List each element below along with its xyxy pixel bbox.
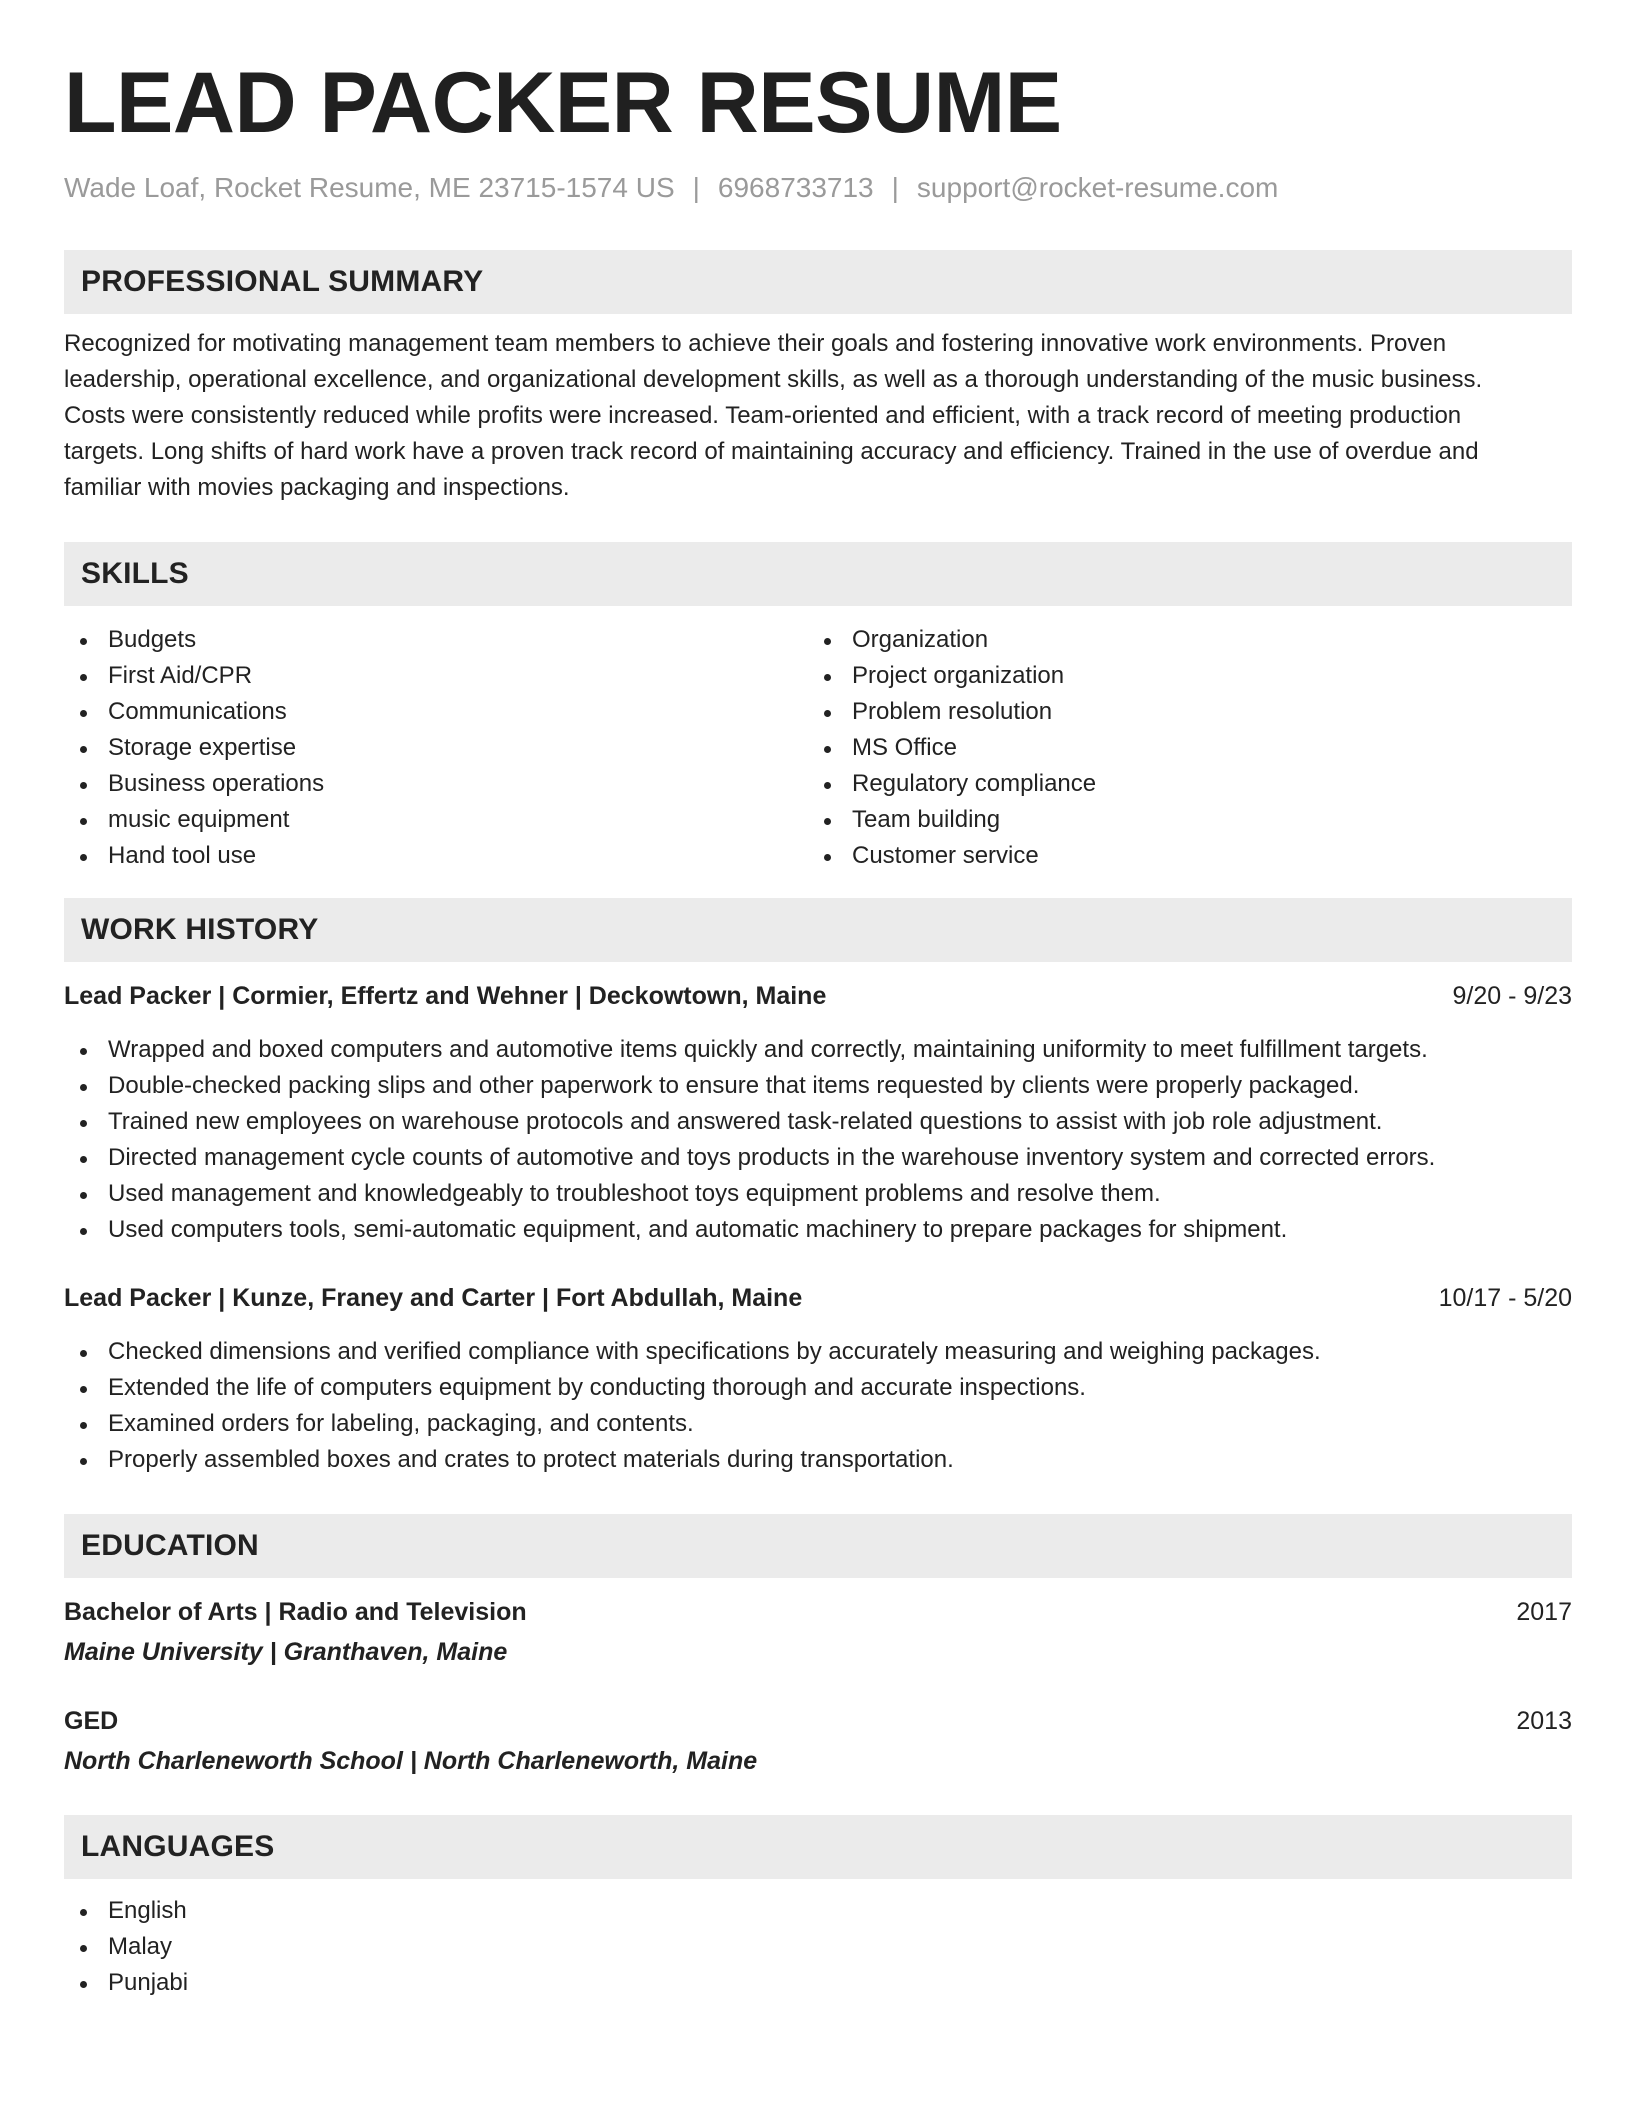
summary-line: Recognized for motivating management team members to achieve their goals and fostering innovative work environments. Proven (64, 330, 1447, 357)
section-heading-education: EDUCATION (64, 1514, 1572, 1578)
education-school: North Charleneworth School | North Charleneworth, Maine (64, 1747, 758, 1775)
job-bullets (64, 1334, 1572, 1478)
summary-text (64, 326, 1572, 506)
job-title: Lead Packer | Kunze, Franey and Carter | Fort Abdullah, Maine (64, 1284, 803, 1312)
education-degree: GED (64, 1707, 119, 1735)
contact-address: Wade Loaf, Rocket Resume, ME 23715-1574 US (64, 172, 675, 203)
summary-line: targets. Long shifts of hard work have a proven track record of maintaining accuracy and efficiency. Trained in the use of overdue and (64, 438, 1479, 465)
skills-list (64, 622, 1572, 874)
section-heading-work-history: WORK HISTORY (64, 898, 1572, 962)
skill-item: Project organization (808, 658, 1552, 694)
job-dates: 9/20 - 9/23 (1452, 982, 1572, 1010)
contact-phone: 6968733713 (717, 172, 874, 203)
language-item: English (64, 1893, 1572, 1929)
skill-item: Communications (64, 694, 808, 730)
education-header (64, 1594, 1572, 1630)
summary-line: leadership, operational excellence, and organizational development skills, as well as a thorough understanding of the music business. (64, 366, 1483, 393)
job-bullet: Properly assembled boxes and crates to protect materials during transportation. (64, 1442, 1572, 1478)
skill-item: Hand tool use (64, 838, 808, 874)
contact-separator: | (891, 172, 899, 203)
education-degree: Bachelor of Arts | Radio and Television (64, 1598, 527, 1626)
skill-item: Team building (808, 802, 1552, 838)
section-heading-skills: SKILLS (64, 542, 1572, 606)
skill-item: Business operations (64, 766, 808, 802)
summary-line: familiar with movies packaging and inspections. (64, 474, 570, 501)
skill-item: Storage expertise (64, 730, 808, 766)
skill-item: MS Office (808, 730, 1552, 766)
contact-email: support@rocket-resume.com (916, 172, 1279, 203)
job-bullet: Wrapped and boxed computers and automotive items quickly and correctly, maintaining uniformity to meet fulfillment targets. (64, 1032, 1572, 1068)
job-title: Lead Packer | Cormier, Effertz and Wehner | Deckowtown, Maine (64, 982, 827, 1010)
job-header (64, 978, 1572, 1014)
skill-item: Customer service (808, 838, 1552, 874)
contact-separator: | (692, 172, 700, 203)
job-bullet: Trained new employees on warehouse protocols and answered task-related questions to assist with job role adjustment. (64, 1104, 1572, 1140)
skill-item: music equipment (64, 802, 808, 838)
job-bullet: Used management and knowledgeably to troubleshoot toys equipment problems and resolve them. (64, 1176, 1572, 1212)
education-year: 2017 (1516, 1598, 1572, 1626)
job-bullet: Directed management cycle counts of automotive and toys products in the warehouse inventory system and corrected errors. (64, 1140, 1572, 1176)
skills-column-left (64, 622, 808, 874)
language-item: Malay (64, 1929, 1572, 1965)
summary-line: Costs were consistently reduced while profits were increased. Team-oriented and efficient, with a track record of meeting production (64, 402, 1462, 429)
job-bullet: Examined orders for labeling, packaging, and contents. (64, 1406, 1572, 1442)
skill-item: Budgets (64, 622, 808, 658)
language-item: Punjabi (64, 1965, 1572, 2001)
job-bullet: Extended the life of computers equipment by conducting thorough and accurate inspections. (64, 1370, 1572, 1406)
education-year: 2013 (1516, 1707, 1572, 1735)
skill-item: First Aid/CPR (64, 658, 808, 694)
contact-line (64, 168, 1572, 208)
job-bullet: Checked dimensions and verified compliance with specifications by accurately measuring and weighing packages. (64, 1334, 1572, 1370)
education-header (64, 1703, 1572, 1739)
skill-item: Regulatory compliance (808, 766, 1552, 802)
languages-list (64, 1893, 1572, 2001)
job-bullet: Double-checked packing slips and other paperwork to ensure that items requested by clients were properly packaged. (64, 1068, 1572, 1104)
job-bullets (64, 1032, 1572, 1248)
job-bullet: Used computers tools, semi-automatic equipment, and automatic machinery to prepare packages for shipment. (64, 1212, 1572, 1248)
section-heading-summary: PROFESSIONAL SUMMARY (64, 250, 1572, 314)
job-dates: 10/17 - 5/20 (1438, 1284, 1572, 1312)
skills-column-right (808, 622, 1552, 874)
job-header (64, 1280, 1572, 1316)
section-heading-languages: LANGUAGES (64, 1815, 1572, 1879)
skill-item: Organization (808, 622, 1552, 658)
skill-item: Problem resolution (808, 694, 1552, 730)
resume-page (64, 0, 1572, 2001)
education-school: Maine University | Granthaven, Maine (64, 1638, 508, 1666)
resume-title: LEAD PACKER RESUME (64, 55, 1062, 151)
